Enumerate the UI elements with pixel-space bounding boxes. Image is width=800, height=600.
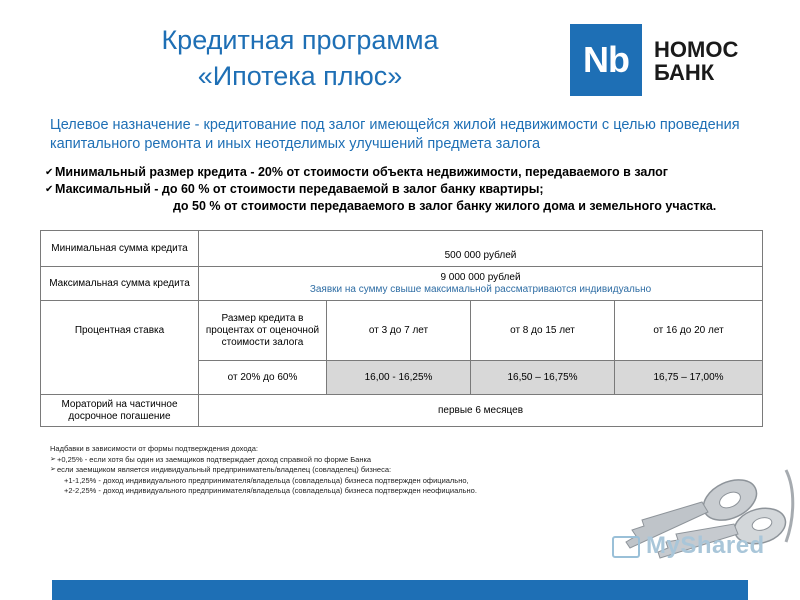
rate-value-2: 16,50 – 16,75% [471,361,615,395]
max-amount-note: Заявки на сумму свыше максимальной рассматриваются индивидуально [309,283,652,295]
footnote-item [50,455,610,466]
max-amount-label: Максимальная сумма кредита [41,267,199,301]
check-icon: ✔ [45,167,54,178]
conditions-list [45,164,765,215]
logo-name-line-2: БАНК [654,60,715,85]
footnote-sub-item: +1-1,25% - доход индивидуального предпринимателя/владельца (совладельца) бизнеса подтвержден официально, [64,475,469,485]
condition-max-text: Максимальный - до 60 % от стоимости передаваемой в залог банку квартиры; [55,182,544,196]
arrow-bullet-icon: ➢ [50,455,56,463]
footnotes [50,444,610,497]
purpose-text: Целевое назначение - кредитование под залог имеющейся жилой недвижимости с целью проведения капитального ремонта и иных неотделимых улучшений предмета залога [50,117,740,152]
logo-mark-box [570,24,642,96]
footnote-item-text: если заемщиком является индивидуальный предприниматель/владелец (совладелец) бизнеса: [57,465,392,474]
bank-logo [570,24,768,96]
footnote-item [50,465,610,476]
bottom-bar [52,580,748,600]
term-header-3: от 16 до 20 лет [615,301,763,361]
rate-value-3: 16,75 – 17,00% [615,361,763,395]
page-title [120,22,480,94]
min-amount-label: Минимальная сумма кредита [41,231,199,267]
watermark [612,532,782,562]
min-amount-value-text: 500 000 рублей [444,250,517,261]
table-row [41,231,763,267]
logo-name-line-1: НОМОС [654,37,739,62]
logo-mark: Nb [583,39,629,80]
condition-min-text: Минимальный размер кредита - 20% от стоимости объекта недвижимости, передаваемого в залог [55,165,668,179]
min-amount-value [199,231,763,267]
condition-max-house: до 50 % от стоимости передаваемого в залог банку жилого дома и земельного участка. [173,199,717,213]
table-row [41,301,763,361]
max-amount-value-text: 9 000 000 рублей [440,271,521,283]
loan-ratio-range: от 20% до 60% [199,361,327,395]
max-amount-value [199,267,763,301]
footnote-item-text: +0,25% - если хотя бы один из заемщиков подтверждает доход справкой по форме Банка [57,454,372,464]
footnote-intro: Надбавки в зависимости от формы подтверждения дохода: [50,444,258,453]
table-row [41,267,763,301]
logo-name [654,38,738,84]
condition-min [45,164,765,181]
title-line-1: Кредитная программа [161,25,439,55]
rate-sub-header: Размер кредита в процентах от оценочной стоимости залога [199,301,327,361]
check-icon: ✔ [45,184,54,195]
moratorium-label: Мораторий на частичное досрочное погашение [41,395,199,427]
condition-max [45,181,765,198]
watermark-text: MyShared [646,532,765,559]
rate-label: Процентная ставка [41,301,199,395]
arrow-bullet-icon: ➢ [50,466,56,473]
rate-value-1: 16,00 - 16,25% [327,361,471,395]
presentation-icon [612,536,640,558]
footnote-sub-item: +2-2,25% - доход индивидуального предпринимателя/владельца (совладельца) бизнеса подтвержден неофициально. [64,486,477,495]
moratorium-value: первые 6 месяцев [199,395,763,427]
term-header-2: от 8 до 15 лет [471,301,615,361]
terms-table [40,230,763,427]
title-line-2: «Ипотека плюс» [197,61,403,91]
term-header-1: от 3 до 7 лет [327,301,471,361]
table-row [41,395,763,427]
